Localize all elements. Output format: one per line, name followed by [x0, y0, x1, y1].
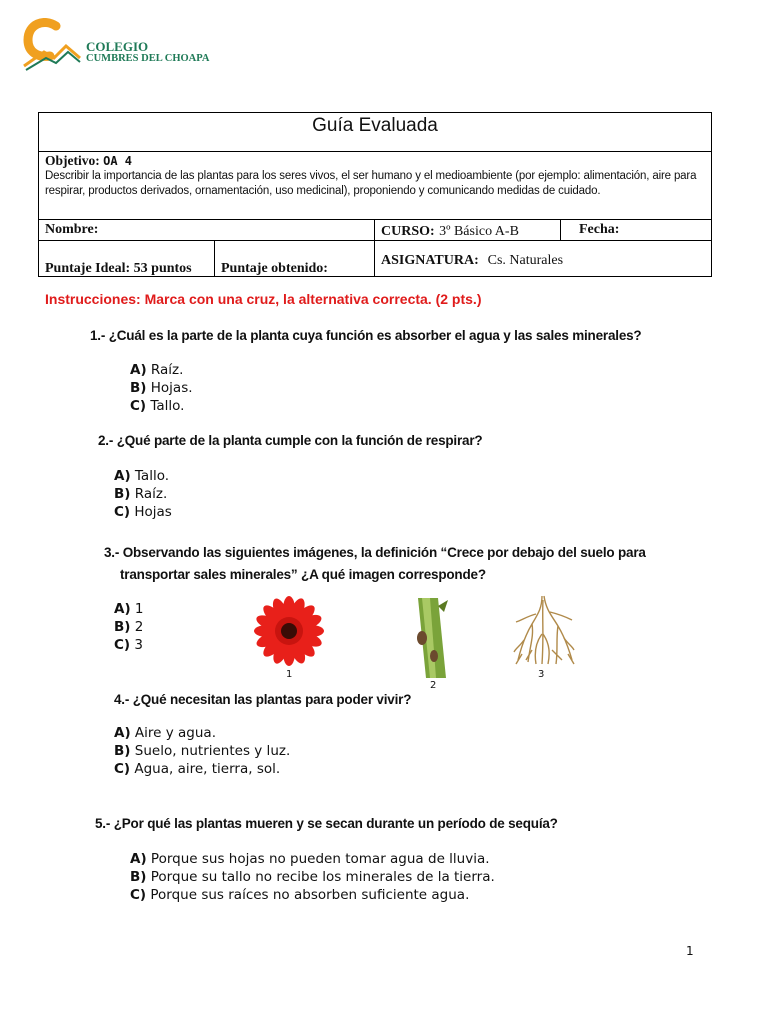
question-4-options [114, 724, 290, 778]
flower-image [252, 596, 326, 668]
option-3b[interactable]: B) 2 [114, 619, 144, 635]
objective-text: Describir la importancia de las plantas para los seres vivos, el ser humano y el medioambiente (por ejemplo: alimentación, aire para respirar, productos derivados, ornamentación, uso medicinal), proponiendo y comunicando medidas de cuidado. [45, 170, 697, 197]
logo-mountain-icon [22, 18, 82, 72]
question-1: 1.- ¿Cuál es la parte de la planta cuya función es absorber el agua y las sales minerales? [90, 328, 642, 343]
objective-label: Objetivo: OA 4 [45, 153, 133, 168]
option-5b[interactable]: B) Porque su tallo no recibe los minerales de la tierra. [130, 869, 495, 885]
option-1b[interactable]: B) Hojas. [130, 380, 193, 396]
question-3-line1: 3.- Observando las siguientes imágenes, la definición “Crece por debajo del suelo para [104, 545, 646, 560]
option-2a[interactable]: A) Tallo. [114, 468, 170, 484]
option-5a[interactable]: A) Porque sus hojas no pueden tomar agua de lluvia. [130, 851, 490, 867]
roots-icon [512, 594, 576, 666]
curso-value: 3º Básico A-B [439, 224, 519, 239]
question-4: 4.- ¿Qué necesitan las plantas para poder vivir? [114, 692, 412, 707]
nombre-label: Nombre: [45, 222, 99, 237]
instructions: Instrucciones: Marca con una cruz, la alternativa correcta. (2 pts.) [45, 291, 482, 307]
option-1a[interactable]: A) Raíz. [130, 362, 184, 378]
stem-image [408, 598, 456, 678]
curso-cell: CURSO: 3º Básico A-B [381, 224, 519, 239]
question-5: 5.- ¿Por qué las plantas mueren y se secan durante un período de sequía? [95, 816, 558, 831]
caption-1: 1 [286, 669, 293, 680]
option-4a[interactable]: A) Aire y agua. [114, 725, 217, 741]
option-2b[interactable]: B) Raíz. [114, 486, 168, 502]
puntaje-ideal: Puntaje Ideal: 53 puntos [45, 261, 192, 276]
option-2c[interactable]: C) Hojas [114, 504, 172, 520]
caption-2: 2 [430, 680, 437, 691]
question-3-line2: transportar sales minerales” ¿A qué imagen corresponde? [120, 567, 486, 582]
flower-icon [252, 596, 326, 668]
objective-code: OA 4 [103, 154, 133, 168]
question-5-options [130, 850, 495, 904]
asignatura-value: Cs. Naturales [487, 253, 564, 268]
asignatura-cell: ASIGNATURA: Cs. Naturales [381, 253, 564, 268]
page-title: Guía Evaluada [312, 115, 438, 136]
puntaje-obtenido: Puntaje obtenido: [221, 261, 328, 276]
question-3-options [114, 600, 144, 654]
caption-3: 3 [538, 669, 545, 680]
school-logo [22, 18, 82, 72]
logo-line1: COLEGIO [86, 39, 149, 54]
stem-icon [408, 598, 456, 678]
logo-line2: CUMBRES DEL CHOAPA [86, 53, 210, 64]
roots-image [512, 594, 576, 666]
question-1-options [130, 361, 193, 415]
page-number: 1 [686, 944, 694, 958]
option-4c[interactable]: C) Agua, aire, tierra, sol. [114, 761, 281, 777]
header-table [38, 112, 712, 277]
option-4b[interactable]: B) Suelo, nutrientes y luz. [114, 743, 291, 759]
question-2-options [114, 467, 172, 521]
fecha-label: Fecha: [579, 222, 620, 237]
question-2: 2.- ¿Qué parte de la planta cumple con la función de respirar? [98, 433, 483, 448]
option-1c[interactable]: C) Tallo. [130, 398, 185, 414]
option-5c[interactable]: C) Porque sus raíces no absorben suficiente agua. [130, 887, 470, 903]
option-3a[interactable]: A) 1 [114, 601, 144, 617]
option-3c[interactable]: C) 3 [114, 637, 143, 653]
